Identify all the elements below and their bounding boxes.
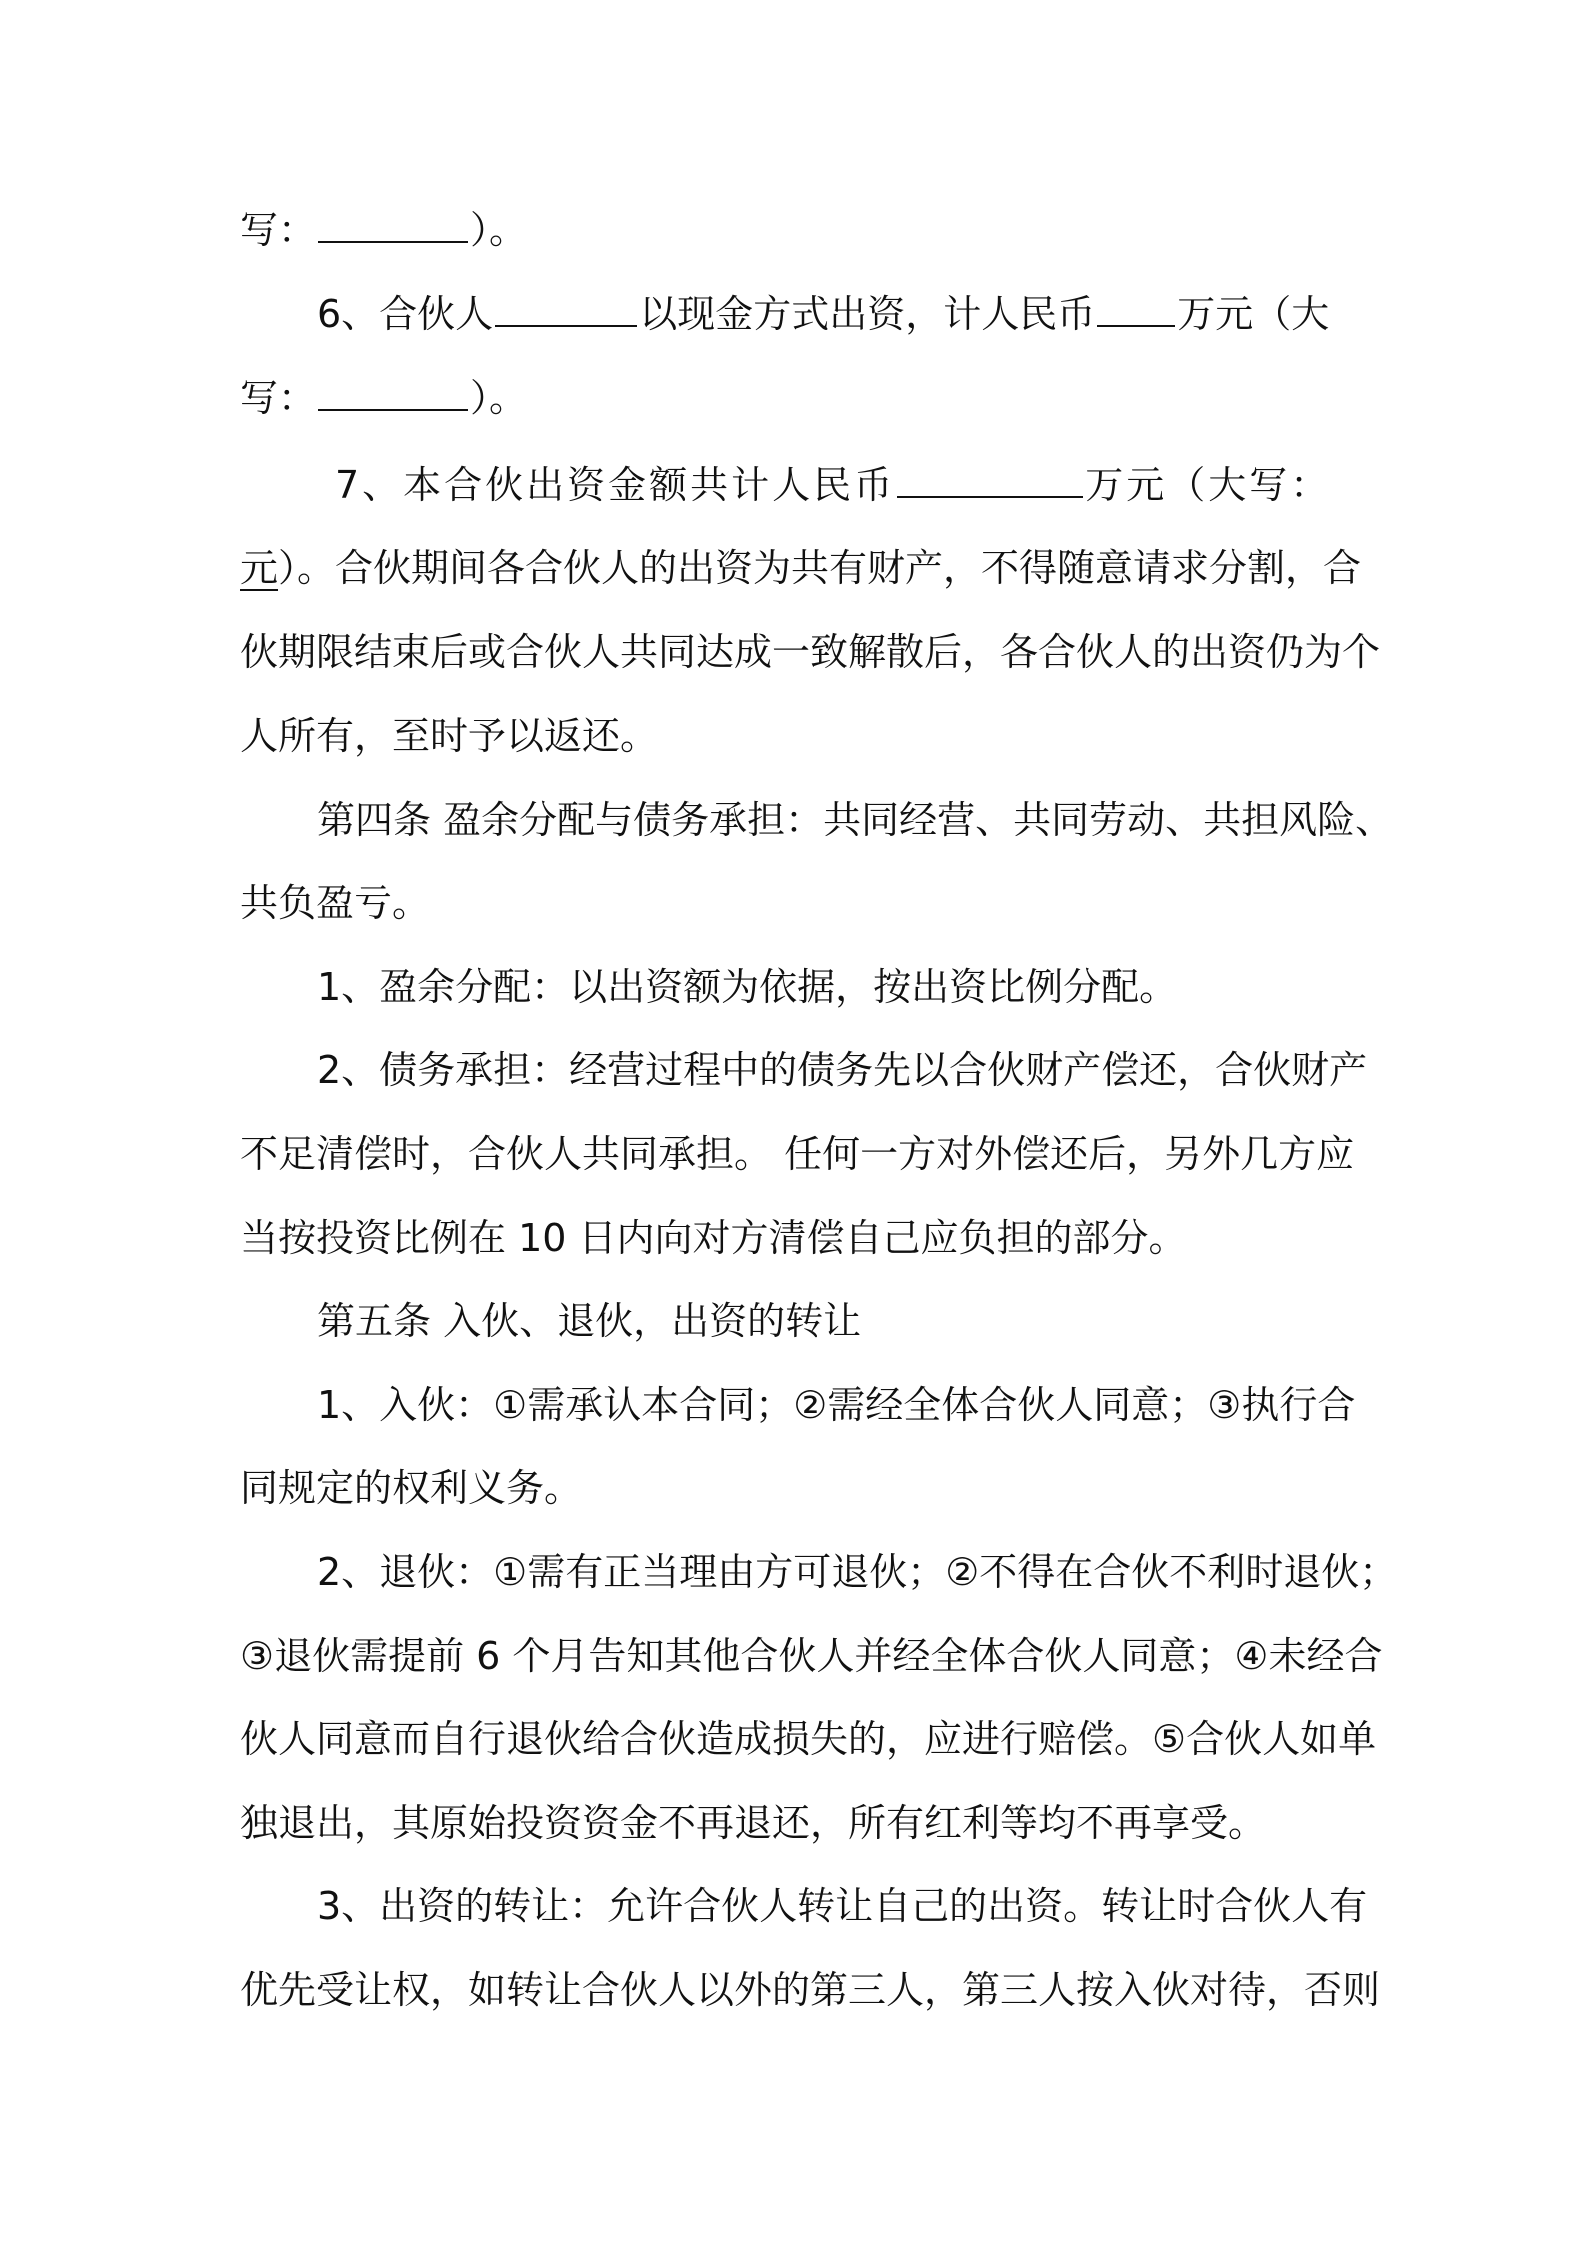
paragraph-line: 共负盈亏。 [240,881,431,925]
paragraph-line: 伙人同意而自行退伙给合伙造成损失的，应进行赔偿。⑤合伙人如单 [240,1717,1377,1761]
clause-5-1: 1、入伙：①需承认本合同；②需经全体合伙人同意；③执行合 [317,1383,1356,1427]
text-segment: 写： [240,208,317,252]
clause-4-2: 2、债务承担：经营过程中的债务先以合伙财产偿还，合伙财产 [317,1048,1368,1092]
paragraph-line: 独退出，其原始投资资金不再退还，所有红利等均不再享受。 [240,1801,1267,1845]
paragraph-line: 当按投资比例在 10 日内向对方清偿自己应负担的部分。 [240,1216,1187,1260]
fill-in-blank[interactable] [318,203,468,243]
text-segment: ）。合伙期间各合伙人的出资为共有财产，不得随意请求分割，合 [278,546,1362,590]
clause-3-6-capital-words [240,368,527,428]
clause-3-6 [317,284,1329,344]
text-segment: 写： [240,376,317,420]
clause-3-7 [335,455,1331,515]
paragraph-line: 人所有，至时予以返还。 [240,714,659,758]
paragraph-line: 同规定的权利义务。 [240,1466,583,1510]
paragraph-line: 伙期限结束后或合伙人共同达成一致解散后，各合伙人的出资仍为个 [240,630,1381,674]
paragraph-line: ③退伙需提前 6 个月告知其他合伙人并经全体合伙人同意；④未经合 [240,1634,1383,1678]
clause-5-2: 2、退伙：①需有正当理由方可退伙；②不得在合伙不利时退伙； [317,1550,1398,1594]
fill-in-blank[interactable] [495,287,637,327]
clause-3-6-capital-words-tail [240,200,527,260]
fill-in-blank[interactable] [897,458,1083,498]
fill-in-blank[interactable] [318,371,468,411]
text-segment: 6、合伙人 [317,292,494,336]
underlined-unit: 元 [240,546,279,590]
clause-5-3: 3、出资的转让：允许合伙人转让自己的出资。转让时合伙人有 [317,1884,1368,1928]
clause-3-7-cont [240,538,1362,598]
text-segment: ）。 [470,208,528,252]
article-4-heading: 第四条 盈余分配与债务承担：共同经营、共同劳动、共担风险、 [317,798,1394,842]
text-segment: 以现金方式出资，计人民币 [639,292,1096,336]
paragraph-line: 不足清偿时，合伙人共同承担。 任何一方对外偿还后，另外几方应 [240,1132,1355,1176]
clause-4-1: 1、盈余分配：以出资额为依据，按出资比例分配。 [317,965,1178,1009]
text-segment: ）。 [470,376,528,420]
text-segment: 万元（大 [1177,292,1330,336]
text-segment: 万元（大写： [1085,463,1332,507]
article-5-heading: 第五条 入伙、退伙，出资的转让 [317,1299,862,1343]
text-segment: 7、本合伙出资金额共计人民币 [335,463,896,507]
paragraph-line: 优先受让权，如转让合伙人以外的第三人，第三人按入伙对待，否则 [240,1968,1381,2012]
fill-in-blank[interactable] [1097,287,1175,327]
